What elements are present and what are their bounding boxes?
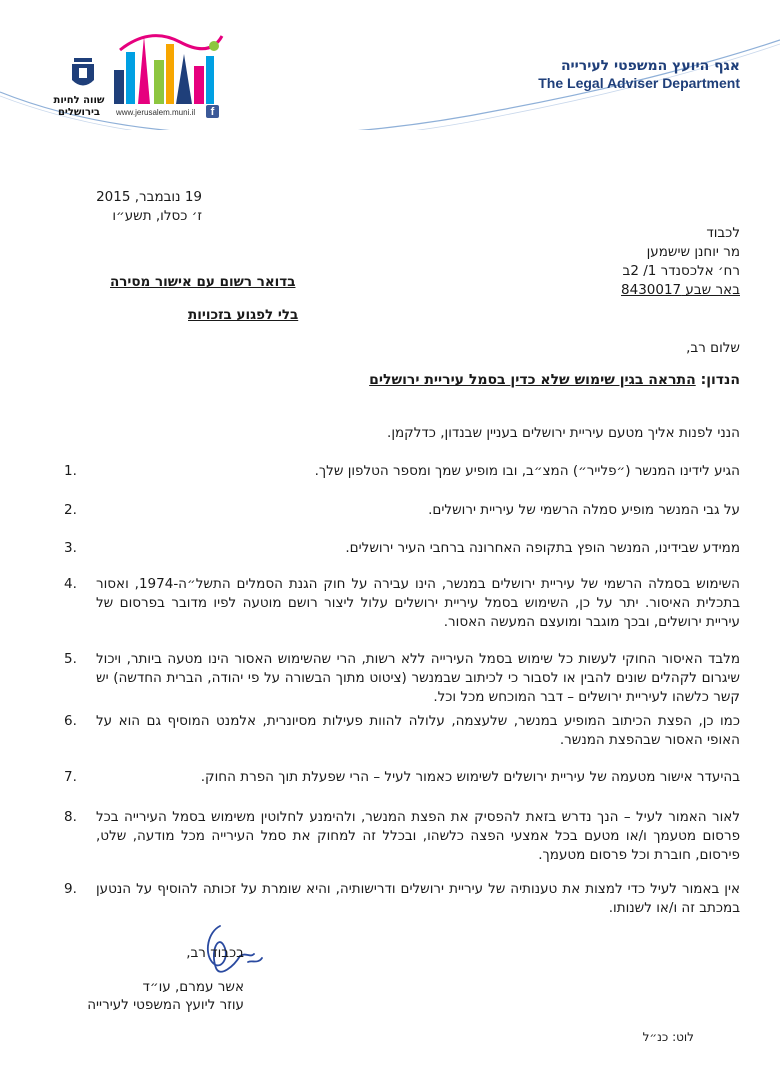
intro-paragraph: הנני לפנות אליך מטעם עיריית ירושלים בעניין שבנדון, כדלקמן. <box>387 425 740 441</box>
list-item <box>66 650 740 707</box>
item-text: מלבד האיסור החוקי לעשות כל שימוש בסמל העירייה ללא רשות, הרי שהשימוש האסור הינו מטעה ביותר, ויכול שיגרום לקהלים שונים להבין או לסבור כי לכיתוב שבמנשר (ציטוט מתוך הבשורה על פי יהודה, הברית החדשה) יש קשר כלשהו לעיריית ירושלים – דבר המוכחש מכל וכל. <box>96 651 740 705</box>
item-number: 5. <box>64 651 77 667</box>
signer-name: אשר עמרם, עו״ד <box>142 979 244 995</box>
recipient-city: באר שבע 8430017 <box>621 282 740 298</box>
department-title-hebrew: אגף היועץ המשפטי לעירייה <box>560 58 740 74</box>
signer-title: עוזר ליועץ המשפטי לעירייה <box>87 997 244 1013</box>
item-number: 2. <box>64 502 77 518</box>
greeting: שלום רב, <box>686 340 740 356</box>
no-prejudice-notice: בלי לפגוע בזכויות <box>188 307 299 323</box>
logo-url: www.jerusalem.muni.il <box>116 108 196 117</box>
subject-line <box>369 372 740 388</box>
list-item <box>66 501 740 520</box>
item-text: אין באמור לעיל כדי למצות את טענותיה של עיריית ירושלים ודרישותיה, והיא שומרת על זכותה להוסיף על הנטען במכתב זה ו/או לשנותו. <box>96 881 740 916</box>
list-item <box>66 539 740 558</box>
item-text: כמו כן, הפצת הכיתוב המופיע במנשר, שלעצמה, עלולה להוות פעילות מסיונרית, אלמנט המוסיף גם הוא על האופי האסור שבהפצת המנשר. <box>96 713 740 748</box>
list-item <box>66 712 740 750</box>
item-number: 4. <box>64 576 77 592</box>
list-item <box>66 768 740 787</box>
date-gregorian: 19 נובמבר, 2015 <box>96 189 202 205</box>
subject-text: התראה בגין שימוש שלא כדין בסמל עיריית ירושלים <box>369 372 696 388</box>
item-number: 8. <box>64 809 77 825</box>
item-text: לאור האמור לעיל – הנך נדרש בזאת להפסיק את הפצת המנשר, ולהימנע לחלוטין משימוש בסמל העירייה בכל פרסום מטעמך ו/או מטעם בכל אמצעי הפצה כלשהו, ובכלל זה למחוק את סמל העירייה מכל מודעה, שלט, פירסום, חוברת וכל פרסום מטעמך. <box>96 809 740 863</box>
facebook-icon: f <box>206 105 219 118</box>
item-text: הגיע לידינו המנשר (״פלייר״) המצ״ב, ובו מופיע שמך ומספר הטלפון שלך. <box>314 463 740 479</box>
item-number: 3. <box>64 540 77 556</box>
recipient-salutation: לכבוד <box>706 225 740 241</box>
item-number: 1. <box>64 463 77 479</box>
recipient-street: רח׳ אלכסנדר 1/ 2ב <box>622 263 740 279</box>
department-title-english: The Legal Adviser Department <box>538 75 740 91</box>
mail-method: בדואר רשום עם אישור מסירה <box>110 274 296 290</box>
subject-label: הנדון: <box>700 372 740 388</box>
jerusalem-emblem-icon <box>70 58 96 92</box>
jerusalem-logo-icon <box>110 30 228 108</box>
item-number: 6. <box>64 713 77 729</box>
item-text: השימוש בסמלה הרשמי של עיריית ירושלים במנשר, הינו עבירה על חוק הגנת הסמלים התשל״ה-1974, ואסור בתכלית האיסור. יתר על כן, השימוש בסמל עיריית ירושלים עלול ליצור רושם מוטעה לפיו מדובר בפרסום של עיריית ירושלים, ובכך מוגבר ומועצם המעשה האסור. <box>96 576 740 630</box>
attachment-note: לוט: כנ״ל <box>642 1030 694 1044</box>
list-item <box>66 808 740 865</box>
item-text: ממידע שבידינו, המנשר הופץ בתקופה האחרונה ברחבי העיר ירושלים. <box>345 540 740 556</box>
list-item <box>66 575 740 632</box>
recipient-name: מר יוחנן שישמען <box>646 244 740 260</box>
list-item <box>66 462 740 481</box>
item-number: 9. <box>64 881 77 897</box>
logo-slogan: שווה לחיות בירושלים <box>53 95 105 118</box>
list-item <box>66 880 740 918</box>
item-text: בהיעדר אישור מטעמה של עיריית ירושלים לשימוש כאמור לעיל – הרי שפעלת תוך הפרת החוק. <box>200 769 740 785</box>
item-number: 7. <box>64 769 77 785</box>
date-hebrew: ז׳ כסלו, תשע״ו <box>112 208 202 224</box>
closing: בכבוד רב, <box>186 945 244 961</box>
item-text: על גבי המנשר מופיע סמלה הרשמי של עיריית ירושלים. <box>428 502 740 518</box>
